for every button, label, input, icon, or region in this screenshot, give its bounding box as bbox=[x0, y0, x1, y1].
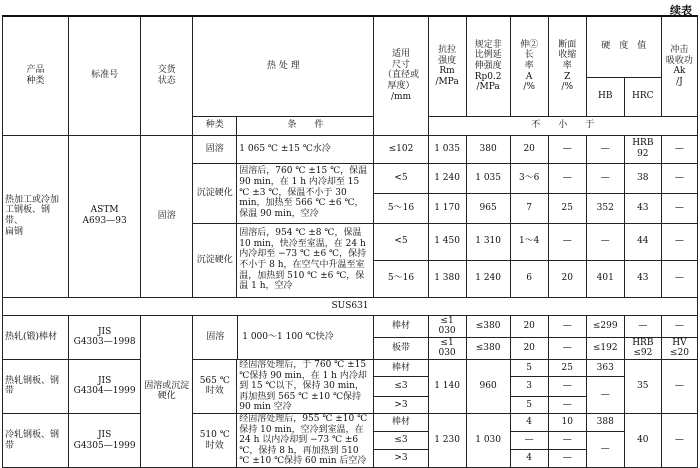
cell-impact: HV ≤20 bbox=[661, 337, 697, 359]
ht-type-precipitation-a: 沉淀硬化 bbox=[193, 163, 237, 223]
header-hrc: HRC bbox=[624, 77, 661, 116]
cell-elongation: 4 bbox=[510, 450, 548, 468]
cell-reduction: 20 bbox=[548, 260, 586, 297]
cell-hrc: 43 bbox=[624, 193, 661, 223]
cell-hb: ≤299 bbox=[586, 315, 624, 337]
cell-size: 棒材 bbox=[374, 359, 428, 376]
cell-hb: 401 bbox=[586, 260, 624, 297]
product-type-hot-rolled-plate: 热轧钢板、钢带 bbox=[3, 359, 69, 413]
header-product-type: 产品 种类 bbox=[3, 16, 69, 135]
cell-impact: — bbox=[661, 223, 697, 260]
cell-tensile: 1 170 bbox=[428, 193, 466, 223]
header-size: 适用 尺寸 （直径或 厚度） /mm bbox=[374, 16, 428, 135]
cell-elongation: 20 bbox=[510, 135, 548, 163]
cell-hb: 352 bbox=[586, 193, 624, 223]
product-type-cold-rolled-plate: 冷轧钢板、钢带 bbox=[3, 413, 69, 467]
header-not-less-than: 不 小 于 bbox=[428, 116, 697, 135]
header-hb: HB bbox=[586, 77, 624, 116]
cell-impact: — bbox=[661, 193, 697, 223]
cell-reduction: — bbox=[548, 135, 586, 163]
cell-hb: — bbox=[586, 135, 624, 163]
cell-size: <5 bbox=[374, 223, 428, 260]
header-heat-treatment: 热 处 理 bbox=[193, 16, 374, 116]
ht-condition-aging-510: 经固溶处理后，955 ℃ ±10 ℃保持 10 min，空冷到室温，在 24 h 以内冷却到 −73 ℃ ±6 ℃，保持 8 h，再加热到 510 ℃ ±10 ℃保持 60 min 后空冷 bbox=[237, 413, 374, 467]
cell-reduction: — bbox=[548, 431, 586, 449]
delivery-astm: 固溶 bbox=[141, 135, 193, 297]
cell-tensile: 1 240 bbox=[428, 163, 466, 193]
cell-elongation: 5 bbox=[510, 359, 548, 376]
ht-type-solution: 固溶 bbox=[193, 135, 237, 163]
cell-impact: — bbox=[661, 315, 697, 337]
cell-tensile-510: 1 230 bbox=[428, 413, 466, 467]
cell-hrc-565: 35 bbox=[624, 359, 661, 413]
cell-yield: 1 035 bbox=[466, 163, 510, 193]
cell-size: 5～16 bbox=[374, 193, 428, 223]
cell-impact: — bbox=[661, 135, 697, 163]
cell-hb-565: — bbox=[586, 376, 624, 413]
product-type-bar: 热轧(锻)棒材 bbox=[3, 315, 69, 359]
ht-type-aging-565: 565 ℃时效 bbox=[193, 359, 237, 413]
header-standard-no: 标准号 bbox=[69, 16, 141, 135]
cell-reduction: 10 bbox=[548, 413, 586, 431]
cell-tensile: 1 450 bbox=[428, 223, 466, 260]
continued-label: 续表 bbox=[670, 4, 692, 17]
cell-impact-510: — bbox=[661, 413, 697, 467]
cell-hrc: HRB 92 bbox=[624, 135, 661, 163]
cell-tensile: ≤1 030 bbox=[428, 337, 466, 359]
cell-size: ≤102 bbox=[374, 135, 428, 163]
cell-yield: 965 bbox=[466, 193, 510, 223]
cell-size: >3 bbox=[374, 450, 428, 468]
product-type-astm: 热加工或冷加 工钢板、钢带、 扁钢 bbox=[3, 135, 69, 297]
cell-reduction: 25 bbox=[548, 193, 586, 223]
cell-yield: ≤380 bbox=[466, 337, 510, 359]
cell-yield: 1 240 bbox=[466, 260, 510, 297]
cell-size: ≤3 bbox=[374, 431, 428, 449]
section-title-sus631: SUS631 bbox=[3, 297, 698, 315]
cell-hrc: HRB ≤92 bbox=[624, 337, 661, 359]
ht-condition-precipitation-a: 固溶后，760 ℃ ±15 ℃，保温 90 min，在 1 h 内冷却至 15 ℃ ±3 ℃，保温不小于 30 min，加热至 566 ℃ ±6 ℃，保温 90 min，空冷 bbox=[237, 163, 374, 223]
cell-elongation: 6 bbox=[510, 260, 548, 297]
cell-yield-510: 1 030 bbox=[466, 413, 510, 467]
cell-elongation: 5 bbox=[510, 396, 548, 413]
cell-elongation: 3～6 bbox=[510, 163, 548, 193]
cell-hb: 388 bbox=[586, 413, 624, 431]
cell-hrc: 38 bbox=[624, 163, 661, 193]
header-ht-conditions: 条 件 bbox=[237, 116, 374, 135]
cell-hb-510: — bbox=[586, 431, 624, 467]
cell-elongation: 1～4 bbox=[510, 223, 548, 260]
cell-elongation: 4 bbox=[510, 413, 548, 431]
header-delivery-state: 交货 状态 bbox=[141, 16, 193, 135]
cell-hb: — bbox=[586, 223, 624, 260]
cell-yield: 380 bbox=[466, 135, 510, 163]
header-tensile: 抗拉 强度 Rm /MPa bbox=[428, 16, 466, 116]
cell-size: 棒材 bbox=[374, 315, 428, 337]
header-hardness: 硬 度 值 bbox=[586, 16, 661, 77]
cell-tensile: ≤1 030 bbox=[428, 315, 466, 337]
ht-condition-precipitation-b: 固溶后，954 ℃ ±8 ℃，保温 10 min，快冷至室温，在 24 h 内冷却至 −73 ℃ ±6 ℃，保持不小于 8 h，在空气中升温至室温，加热到 510 ℃ ±6 ℃，保温 1 h，空冷 bbox=[237, 223, 374, 297]
cell-reduction: — bbox=[548, 450, 586, 468]
ht-condition-solution-jis: 1 000～1 100 ℃快冷 bbox=[242, 331, 334, 342]
cell-size: >3 bbox=[374, 396, 428, 413]
cell-reduction: — bbox=[548, 315, 586, 337]
header-reduction: 断面 收缩 率 Z /% bbox=[548, 16, 586, 116]
cell-elongation: 7 bbox=[510, 193, 548, 223]
ht-type-solution-jis: 固溶 bbox=[193, 316, 238, 359]
cell-reduction: — bbox=[548, 163, 586, 193]
cell-impact: — bbox=[661, 163, 697, 193]
cell-size: 棒材 bbox=[374, 413, 428, 431]
ht-solution-jis bbox=[193, 315, 374, 359]
cell-hrc-510: 40 bbox=[624, 413, 661, 467]
cell-elongation: 20 bbox=[510, 315, 548, 337]
cell-tensile: 1 035 bbox=[428, 135, 466, 163]
standard-jis-g4303: JIS G4303—1998 bbox=[69, 315, 141, 359]
cell-reduction: — bbox=[548, 376, 586, 396]
cell-hrc: 43 bbox=[624, 260, 661, 297]
cell-size: 板带 bbox=[374, 337, 428, 359]
cell-size: ≤3 bbox=[374, 376, 428, 396]
ht-condition-solution: 1 065 ℃ ±15 ℃水冷 bbox=[237, 135, 374, 163]
cell-elongation: — bbox=[510, 431, 548, 449]
cell-yield-565: 960 bbox=[466, 359, 510, 413]
cell-tensile: 1 380 bbox=[428, 260, 466, 297]
header-ht-type: 种类 bbox=[193, 116, 237, 135]
cell-hrc: 44 bbox=[624, 223, 661, 260]
cell-reduction: — bbox=[548, 396, 586, 413]
cell-yield: 1 310 bbox=[466, 223, 510, 260]
cell-hb: 363 bbox=[586, 359, 624, 376]
ht-type-precipitation-b: 沉淀硬化 bbox=[193, 223, 237, 297]
cell-hb: — bbox=[586, 163, 624, 193]
standard-jis-g4304: JIS G4304—1999 bbox=[69, 359, 141, 413]
cell-hb: ≤192 bbox=[586, 337, 624, 359]
header-impact: 冲击 吸收功 Ak /J bbox=[661, 16, 697, 116]
ht-type-aging-510: 510 ℃时效 bbox=[193, 413, 237, 467]
cell-reduction: 25 bbox=[548, 359, 586, 376]
cell-elongation: 3 bbox=[510, 376, 548, 396]
header-elongation: 伸② 长 率 A /% bbox=[510, 16, 548, 116]
cell-elongation: 20 bbox=[510, 337, 548, 359]
cell-size: 5～16 bbox=[374, 260, 428, 297]
cell-yield: ≤380 bbox=[466, 315, 510, 337]
header-yield: 规定非 比例延 伸强度 Rp0.2 /MPa bbox=[466, 16, 510, 116]
cell-reduction: — bbox=[548, 223, 586, 260]
standard-astm: ASTM A693—93 bbox=[69, 135, 141, 297]
cell-hrc: — bbox=[624, 315, 661, 337]
ht-condition-aging-565: 经固溶处理后，于 760 ℃ ±15 ℃保持 90 min，在 1 h 内冷却到 15 ℃以下，保持 30 min，再加热到 565 ℃ ±10 ℃保持 90 min 空冷 bbox=[237, 359, 374, 413]
cell-size: <5 bbox=[374, 163, 428, 193]
cell-impact: — bbox=[661, 260, 697, 297]
standard-jis-g4305: JIS G4305—1999 bbox=[69, 413, 141, 467]
cell-reduction: — bbox=[548, 337, 586, 359]
delivery-jis: 固溶或沉淀硬化 bbox=[141, 315, 193, 468]
properties-table bbox=[2, 15, 698, 468]
cell-impact-565: — bbox=[661, 359, 697, 413]
cell-tensile-565: 1 140 bbox=[428, 359, 466, 413]
